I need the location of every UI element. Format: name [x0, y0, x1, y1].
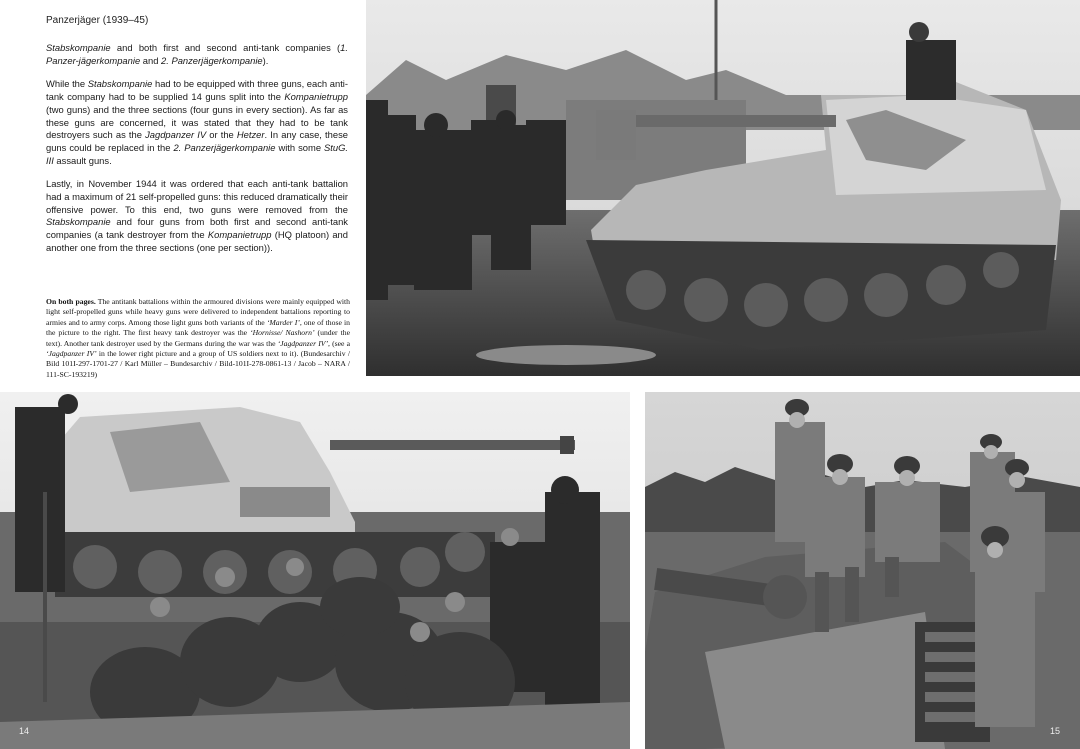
text-run: . In any case, these guns could be replaced in the	[46, 129, 348, 153]
paragraph-2	[46, 78, 348, 167]
text-run: ‘Jagdpanzer IV’	[46, 349, 97, 359]
text-run: or the	[206, 129, 237, 141]
text-run: , one of those in the picture to the right. The first heavy tank destroyer was the	[46, 317, 350, 338]
text-run: The antitank battalions within the armoured divisions were mainly equipped with light self-propelled guns while heavy guns were delivered to independent battalions reporting to armies and to army corps. Among those light guns both variants of the	[46, 297, 351, 327]
text-run: Jagdpanzer IV	[145, 129, 207, 141]
text-run: ).	[262, 54, 269, 66]
text-run: 2. Panzerjägerkompanie	[173, 141, 276, 153]
text-run: 2. Panzerjägerkompanie	[161, 54, 263, 66]
photo-nashorn-soldiers-resting	[0, 392, 630, 749]
text-run: (HQ platoon) and another one from the three sections (one per section)).	[46, 229, 348, 253]
text-run: and both first and second anti-tank companies (	[110, 42, 341, 53]
text-run: assault guns.	[53, 154, 112, 166]
photo-caption	[46, 297, 350, 380]
page-number-right: 15	[1050, 726, 1061, 736]
text-run: On both pages.	[46, 297, 96, 306]
text-run: ‘Marder I’	[266, 317, 300, 327]
running-header: Panzerjäger (1939–45)	[46, 15, 149, 26]
text-run: Kompanietrupp	[284, 91, 348, 103]
text-run: Kompanietrupp	[207, 229, 272, 241]
paragraph-3	[46, 178, 348, 254]
text-run: and	[140, 54, 162, 66]
text-run: (two guns) and the three sections (four guns in every section). As far as these guns are concerned, it was stated that they had to be tank destroyers such as the	[46, 103, 348, 141]
text-run: ‘Hornisse/ Nashorn’	[250, 328, 315, 338]
body-text	[46, 42, 348, 266]
photo-marder-tank-destroyer	[366, 0, 1080, 376]
text-run: in the lower right picture and a group of US soldiers next to it). (Bundesarchiv / Bild 101I-297-1701-27 / Karl Müller – Bundesarchiv / Bild-101I-278-0861-13 / Jacob – NARA / 111-SC-193219)	[46, 349, 351, 379]
text-run: Lastly, in November 1944 it was ordered that each anti-tank battalion had a maximum of 21 self-propelled guns: this reduced dramatically their offensive power. To this end, two guns were removed from the	[46, 178, 348, 215]
text-run: Stabskompanie	[46, 42, 111, 53]
text-run: with some	[275, 141, 325, 153]
paragraph-1	[46, 42, 348, 67]
text-run: (under the text). Another tank destroyer used by the Germans during the war was the	[46, 328, 350, 348]
text-run: had to be equipped with three guns, each anti-tank company had to be supplied 14 guns split into the	[46, 78, 349, 103]
text-run: Stabskompanie	[87, 78, 153, 90]
photo-jagdpanzer-us-soldiers	[645, 392, 1080, 749]
text-run: While the	[46, 78, 88, 90]
text-run: , (see a	[328, 338, 350, 348]
text-run: and four guns from both first and second anti-tank companies (a tank destroyer from the	[46, 216, 348, 241]
text-run: ‘Jagdpanzer IV’	[277, 338, 329, 348]
text-run: Hetzer	[236, 129, 265, 141]
text-run: StuG. III	[46, 141, 348, 166]
page-number-left: 14	[19, 726, 30, 736]
text-run: 1. Panzer-jägerkompanie	[46, 42, 348, 66]
text-run: Stabskompanie	[46, 216, 111, 228]
